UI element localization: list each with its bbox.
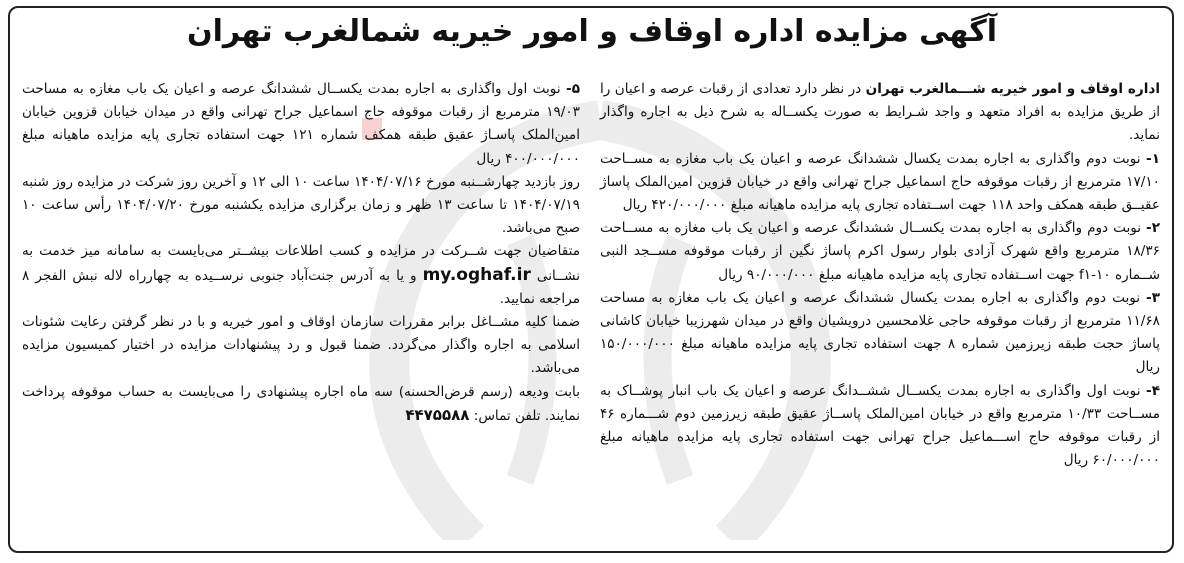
list-item: ۵- نوبت اول واگذاری به اجاره بمدت یکســال ششدانگ عرصه و اعیان یک باب مغازه به مساحت ۱۹/۰۳ مترمربع از رقبات موقوفه حاج اسماعیل جراح تهرانی واقع در میدان خیابان قزوین خیابان امین‌الملک پاسـاژ عقیق طبقه همکف شماره ۱۲۱ جهت استفاده تجاری پایه مزایده ماهیانه مبلغ ۴۰۰/۰۰۰/۰۰۰ ریال [22,81,580,167]
org-name: اداره اوقاف و امور خیریه شـــمالغرب تهران [865,81,1160,97]
list-item: ۲- نوبت دوم واگذاری به اجاره بمدت یکســال ششدانگ عرصه و اعیان یک باب مغازه به مســاحت ۱۸/۳۶ مترمربع واقع شهرک آزادی بلوار رسول اکرم پاساژ نگین از رقبات موقوفه مســجد النبی شــماره ۱۰-f۱ جهت اســتفاده تجاری پایه مزایده ماهیانه مبلغ ۹۰/۰۰۰/۰۰۰ ریال [600,220,1160,283]
list-item: ۴- نوبت اول واگذاری به اجاره بمدت یکســال ششــدانگ عرصه و اعیان یک باب انبار پوشــاک به مســاحت ۱۰/۳۳ مترمربع واقع در خیابان امین‌الملک پاســاژ عقیق طبقه زیرزمین دوم شـــماره ۴۶ از رقبات موقوفه حاج اســـماعیل جراح تهرانی جهت استفاده تجاری پایه مزایده ماهیانه مبلغ ۶۰/۰۰۰/۰۰۰ ریال [600,382,1160,469]
list-item: ۱- نوبت دوم واگذاری به اجاره بمدت یکسال ششدانگ عرصه و اعیان یک باب مغازه به مســاحت ۱۷/۱۰ مترمربع از رقبات موقوفه حاج اسماعیل جراح تهرانی واقع در خیابان قزوین امین‌الملک پاساژ عقیــق طبقه همکف واحد ۱۱۸ جهت اســتفاده تجاری پایه مزایده ماهیانه مبلغ ۴۲۰/۰۰۰/۰۰۰ ریال [600,150,1160,214]
column-right [600,78,1160,472]
intro-text: در نظر دارد تعدادی از رقبات عرصه و اعیان را از طریق مزایده به افراد متعهد و واجد شـرایط به صورت یکســاله به شرح ذیل به اجاره واگذار نماید. [600,81,1160,144]
website-link[interactable]: my.oghaf.ir [422,264,531,285]
rules-paragraph: ضمنا کلیه مشــاغل برابر مقررات سازمان اوقاف و امور خیریه و با در نظر گرفتن رعایت شئونات اسلامی به اجاره واگذار می‌گردد. ضمنا قبول و رد پیشنهادات مزایده در اختیار کمیسیون مزایده می‌باشد. [22,314,580,377]
intro-paragraph [600,78,1160,148]
info-paragraph: متقاضیان جهت شــرکت در مزایده و کسب اطلاعات بیشــتر می‌بایست به سامانه میز خدمت به نشــانی my.oghaf.ir و یا به آدرس جنت‌آباد جنوبی نرســیده به چهارراه لاله نبش الفجر ۸ مراجعه نمایید. [22,243,580,307]
phone-number: ۴۴۷۵۵۸۸ [405,405,470,424]
list-item: ۳- نوبت دوم واگذاری به اجاره بمدت یکسال ششدانگ عرصه و اعیان یک باب مغازه به مساحت ۱۱/۶۸ مترمربع از رقبات موقوفه حاجی غلامحسین درویشیان واقع در میدان شهرزیبا خیابان کاشانی پاساژ حجت طبقه زیرزمین شماره ۸ جهت استفاده تجاری پایه مزایده ماهیانه مبلغ ۱۵۰/۰۰۰/۰۰۰ ریال [600,289,1160,376]
deposit-paragraph: بابت ودیعه (رسم قرض‌الحسنه) سه ماه اجاره پیشنهادی را می‌بایست به حساب موقوفه پرداخت نمایند. تلفن تماس: ۴۴۷۵۵۸۸ [22,383,580,424]
page-title: آگهی مزایده اداره اوقاف و امور خیریه شمالغرب تهران [187,14,997,49]
visit-paragraph: روز بازدید چهارشــنبه مورخ ۱۴۰۴/۰۷/۱۶ ساعت ۱۰ الی ۱۲ و آخرین روز شرکت در مزایده روز شنبه ۱۴۰۴/۰۷/۱۹ تا ساعت ۱۳ ظهر و زمان برگزاری مزایده یکشنبه مورخ ۱۴۰۴/۰۷/۲۰ رأس ساعت ۱۰ صبح می‌باشد. [22,173,580,237]
column-left [22,78,580,428]
